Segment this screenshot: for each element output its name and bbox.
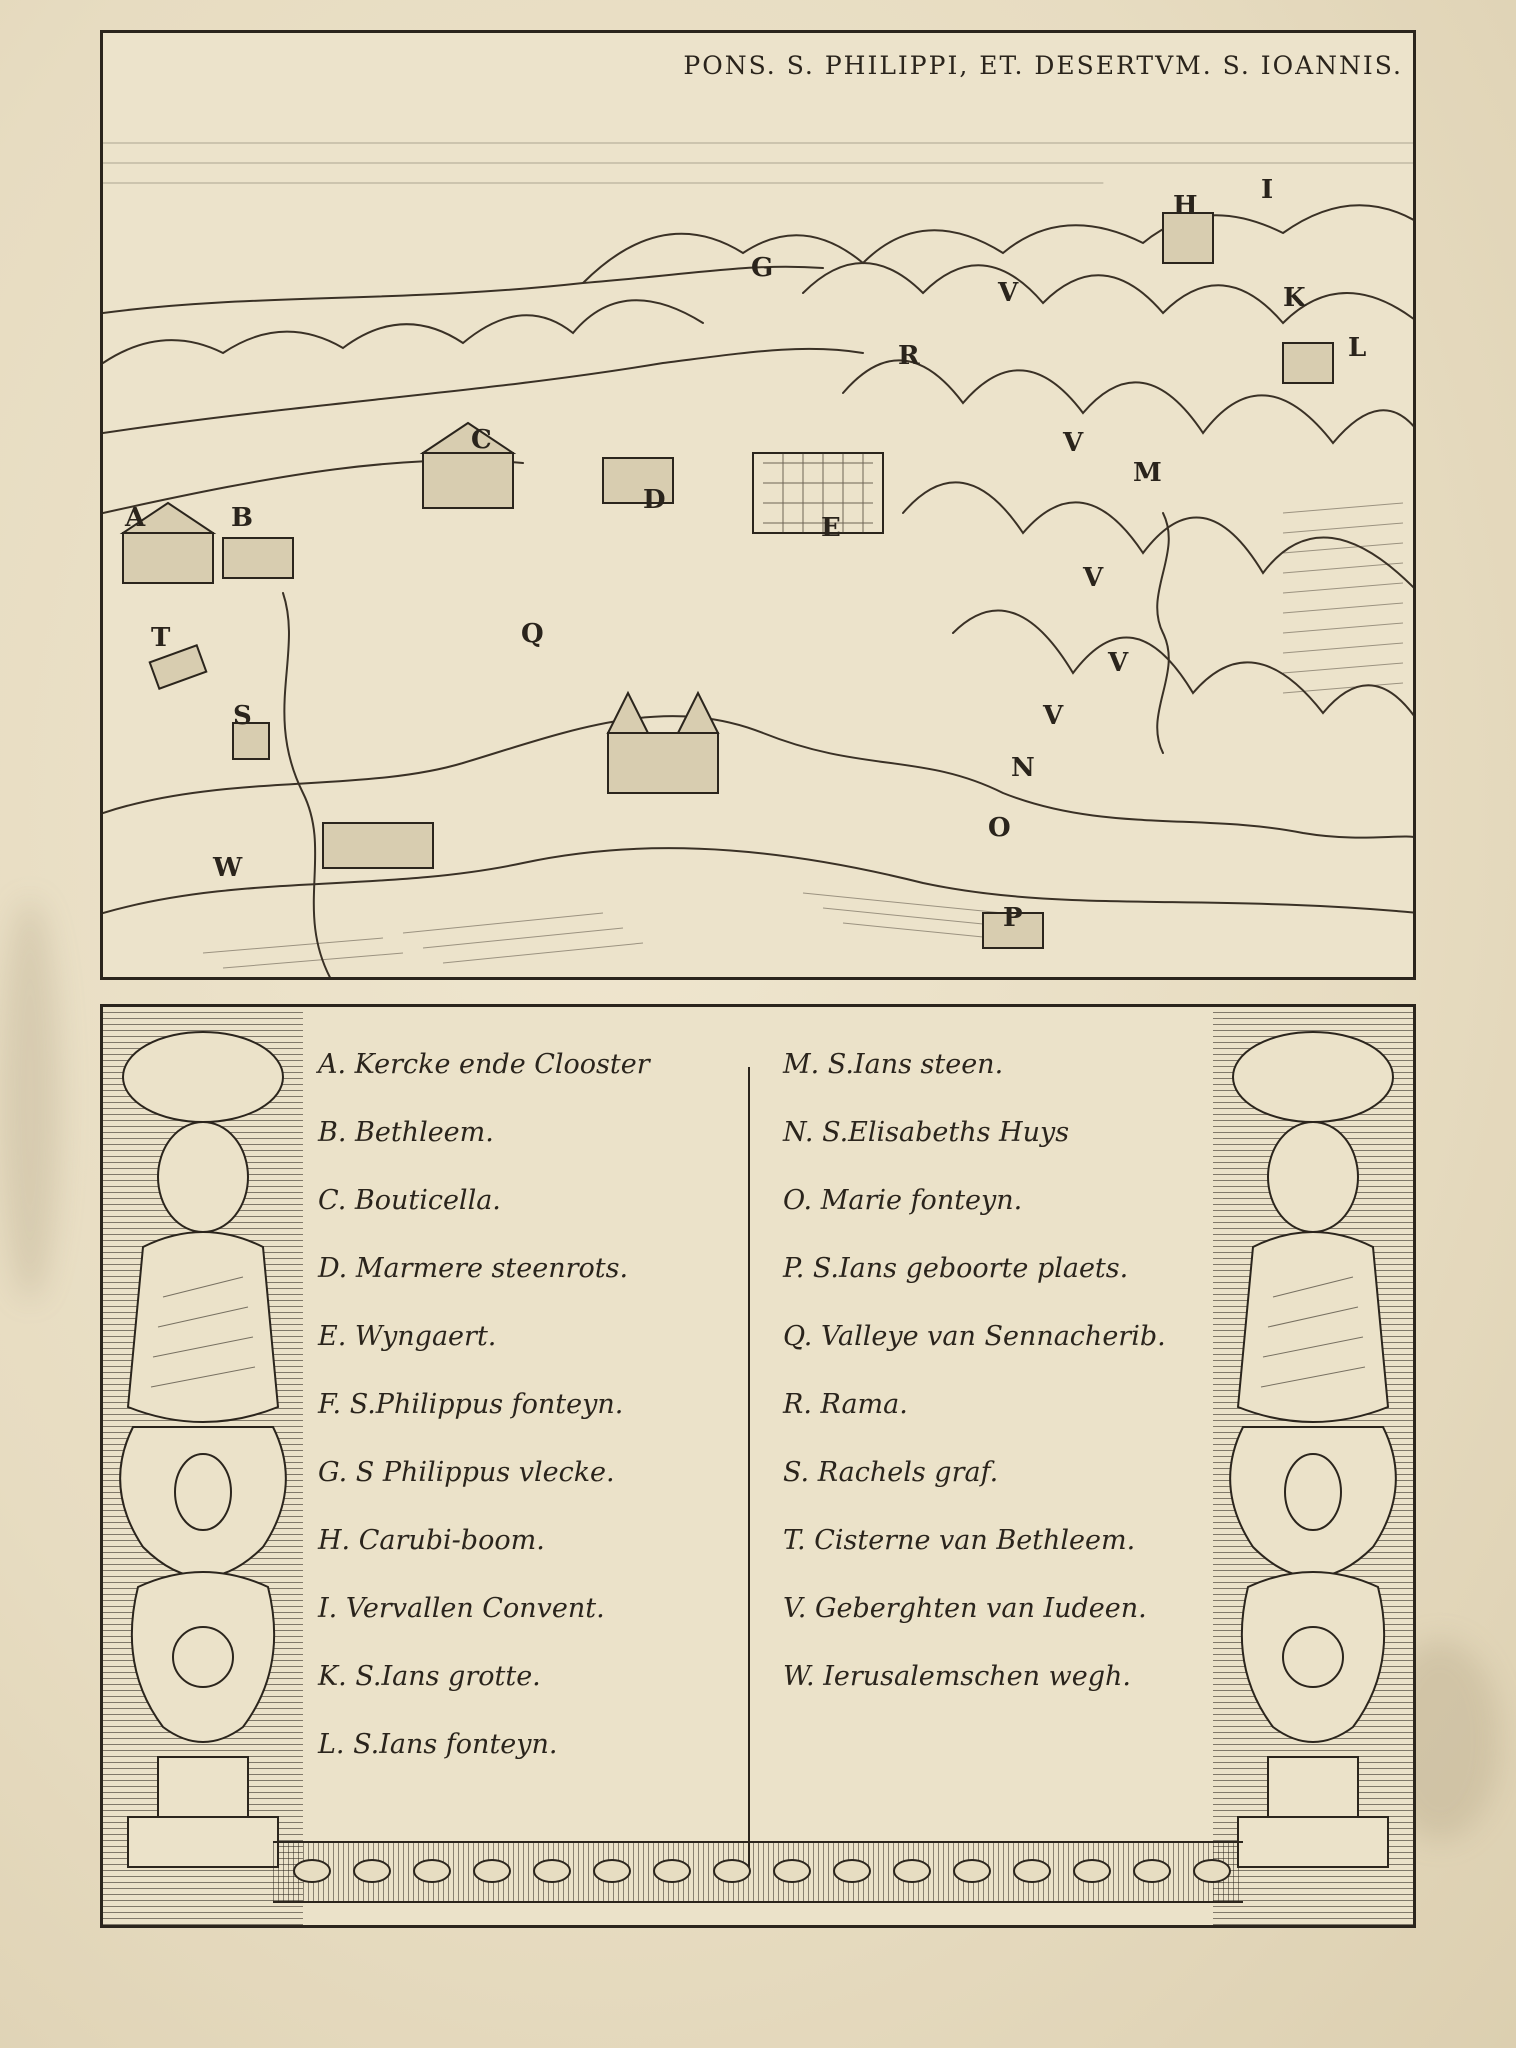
band-ornament <box>1073 1859 1111 1883</box>
map-marker: W <box>213 853 243 883</box>
band-ornament <box>773 1859 811 1883</box>
legend-entry: T. Cisterne van Bethleem. <box>783 1525 1136 1556</box>
legend-entry: F. S.Philippus fonteyn. <box>318 1389 624 1420</box>
map-marker: R <box>898 341 920 371</box>
legend-column-right <box>783 1049 1166 1729</box>
band-ornament <box>413 1859 451 1883</box>
caryatid-figure-left <box>103 1017 303 1877</box>
band-ornament <box>653 1859 691 1883</box>
legend-entry: I. Vervallen Convent. <box>318 1593 605 1624</box>
legend-entry: Q. Valleye van Sennacherib. <box>783 1321 1166 1352</box>
landscape-etching <box>103 33 1416 980</box>
map-marker: C <box>471 425 492 455</box>
band-ornament <box>713 1859 751 1883</box>
legend-entry: L. S.Ians fonteyn. <box>318 1729 558 1760</box>
band-ornament <box>1013 1859 1051 1883</box>
map-marker: M <box>1133 458 1162 488</box>
legend-entry: R. Rama. <box>783 1389 908 1420</box>
map-marker: A <box>125 503 146 533</box>
band-ornament <box>953 1859 991 1883</box>
band-ornament <box>593 1859 631 1883</box>
map-marker: P <box>1003 903 1023 933</box>
legend-column-left <box>318 1049 650 1797</box>
band-ornament <box>353 1859 391 1883</box>
map-marker: D <box>643 485 666 515</box>
legend-entry: M. S.Ians steen. <box>783 1049 1004 1080</box>
landscape-view <box>100 30 1416 980</box>
legend-entry: G. S Philippus vlecke. <box>318 1457 615 1488</box>
band-ornament <box>473 1859 511 1883</box>
legend-entry: O. Marie fonteyn. <box>783 1185 1023 1216</box>
band-ornament <box>893 1859 931 1883</box>
map-marker: G <box>751 253 774 283</box>
map-marker: H <box>1173 191 1198 221</box>
legend-plate <box>100 1004 1416 1928</box>
legend-entry: B. Bethleem. <box>318 1117 494 1148</box>
legend-divider <box>748 1067 750 1867</box>
map-marker: V <box>1063 428 1084 458</box>
map-marker: S <box>233 701 252 731</box>
map-marker: V <box>1083 563 1104 593</box>
legend-entry: C. Bouticella. <box>318 1185 501 1216</box>
caryatid-figure-right <box>1213 1017 1413 1877</box>
map-marker: O <box>988 813 1011 843</box>
map-marker: V <box>1043 701 1064 731</box>
legend-entry: P. S.Ians geboorte plaets. <box>783 1253 1129 1284</box>
map-marker: K <box>1283 283 1306 313</box>
legend-entry: W. Ierusalemschen wegh. <box>783 1661 1131 1692</box>
band-ornament <box>833 1859 871 1883</box>
map-marker: V <box>1108 648 1129 678</box>
map-marker: L <box>1348 333 1367 363</box>
legend-entry: N. S.Elisabeths Huys <box>783 1117 1070 1148</box>
legend-entry: H. Carubi-boom. <box>318 1525 545 1556</box>
legend-entry: A. Kercke ende Clooster <box>318 1049 650 1080</box>
map-marker: T <box>151 623 171 653</box>
map-marker: E <box>821 513 841 543</box>
legend-entry: D. Marmere steenrots. <box>318 1253 629 1284</box>
band-ornament <box>1193 1859 1231 1883</box>
map-marker: V <box>998 278 1019 308</box>
map-marker: N <box>1011 753 1035 783</box>
legend-entry: E. Wyngaert. <box>318 1321 497 1352</box>
band-ornament <box>293 1859 331 1883</box>
view-title: PONS. S. PHILIPPI, ET. DESERTVM. S. IOANNIS. <box>683 51 1403 80</box>
band-ornament <box>1133 1859 1171 1883</box>
legend-entry: S. Rachels graf. <box>783 1457 999 1488</box>
map-marker: Q <box>521 619 544 649</box>
map-marker: B <box>231 503 253 533</box>
map-marker: I <box>1261 175 1274 205</box>
legend-entry: K. S.Ians grotte. <box>318 1661 541 1692</box>
band-ornament <box>533 1859 571 1883</box>
paper-stain <box>0 900 60 1300</box>
ornamental-base-band <box>273 1841 1243 1903</box>
legend-entry: V. Geberghten van Iudeen. <box>783 1593 1147 1624</box>
